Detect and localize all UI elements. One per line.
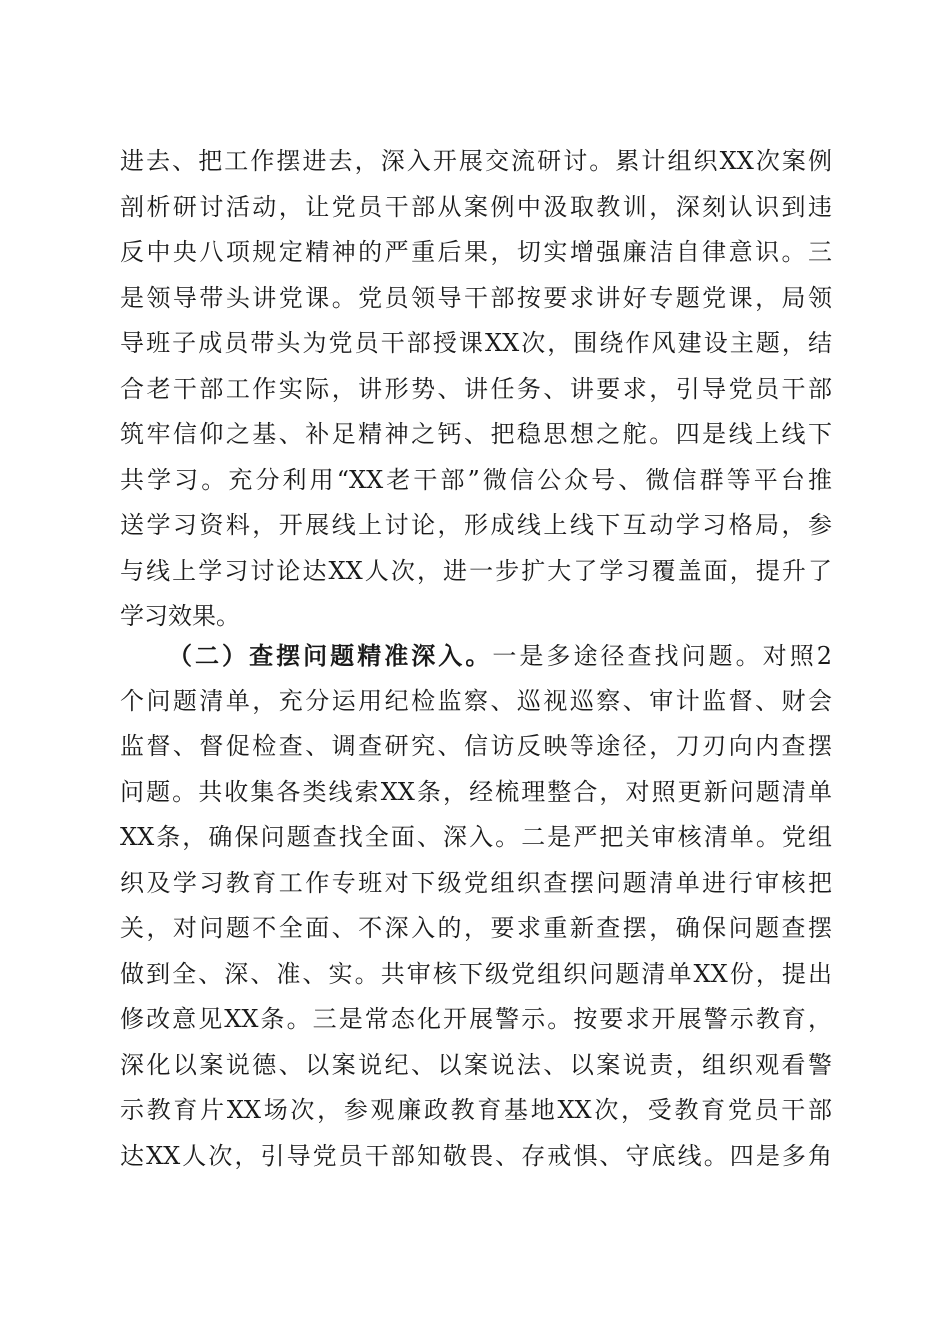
text-line: 问题。共收集各类线索XX条，经梳理整合，对照更新问题清单 [120, 777, 832, 806]
text-line: 合老干部工作实际，讲形势、讲任务、讲要求，引导党员干部 [120, 374, 832, 403]
text-line: 进去、把工作摆进去，深入开展交流研讨。累计组织XX次案例 [120, 147, 832, 175]
section-heading-rest: 一是多途径查找问题。对照2 [492, 642, 832, 670]
text-line: 监督、督促检查、调查研究、信访反映等途径，刀刃向内查摆 [120, 732, 832, 760]
text-line: XX条，确保问题查找全面、深入。二是严把关审核清单。党组 [120, 823, 832, 851]
section-heading: （二）查摆问题精准深入。 [168, 641, 493, 670]
text-line: 深化以案说德、以案说纪、以案说法、以案说责，组织观看警 [120, 1050, 832, 1079]
text-line: 个问题清单，充分运用纪检监察、巡视巡察、审计监督、财会 [120, 686, 832, 715]
text-line: 修改意见XX条。三是常态化开展警示。按要求开展警示教育， [120, 1005, 832, 1033]
text-line: 是领导带头讲党课。党员领导干部按要求讲好专题党课，局领 [120, 283, 832, 312]
text-line: 达XX人次，引导党员干部知敬畏、存戒惧、守底线。四是多角 [120, 1141, 832, 1170]
text-line: 反中央八项规定精神的严重后果，切实增强廉洁自律意识。三 [120, 238, 832, 266]
text-line: 关，对问题不全面、不深入的，要求重新查摆，确保问题查摆 [120, 914, 832, 942]
text-line: 做到全、深、准、实。共审核下级党组织问题清单XX份，提出 [120, 959, 832, 988]
paragraph-study-activities [120, 139, 832, 640]
text-line: 导班子成员带头为党员干部授课XX次，围绕作风建设主题，结 [120, 329, 832, 357]
section-heading-line [120, 633, 832, 679]
text-line: 剖析研讨活动，让党员干部从案例中汲取教训，深刻认识到违 [120, 192, 832, 221]
text-line: 筑牢信仰之基、补足精神之钙、把稳思想之舵。四是线上线下 [120, 420, 832, 448]
text-line: 示教育片XX场次，参观廉政教育基地XX次，受教育党员干部 [120, 1096, 832, 1124]
text-line: 与线上学习讨论达XX人次，进一步扩大了学习覆盖面，提升了 [120, 556, 832, 585]
text-line: 织及学习教育工作专班对下级党组织查摆问题清单进行审核把 [120, 868, 832, 897]
paragraph-problem-finding [120, 633, 832, 1179]
text-line: 送学习资料，开展线上讨论，形成线上线下互动学习格局，参 [120, 511, 832, 539]
text-line: 共学习。充分利用“XX老干部”微信公众号、微信群等平台推 [120, 465, 832, 494]
text-line: 学习效果。 [120, 602, 240, 630]
